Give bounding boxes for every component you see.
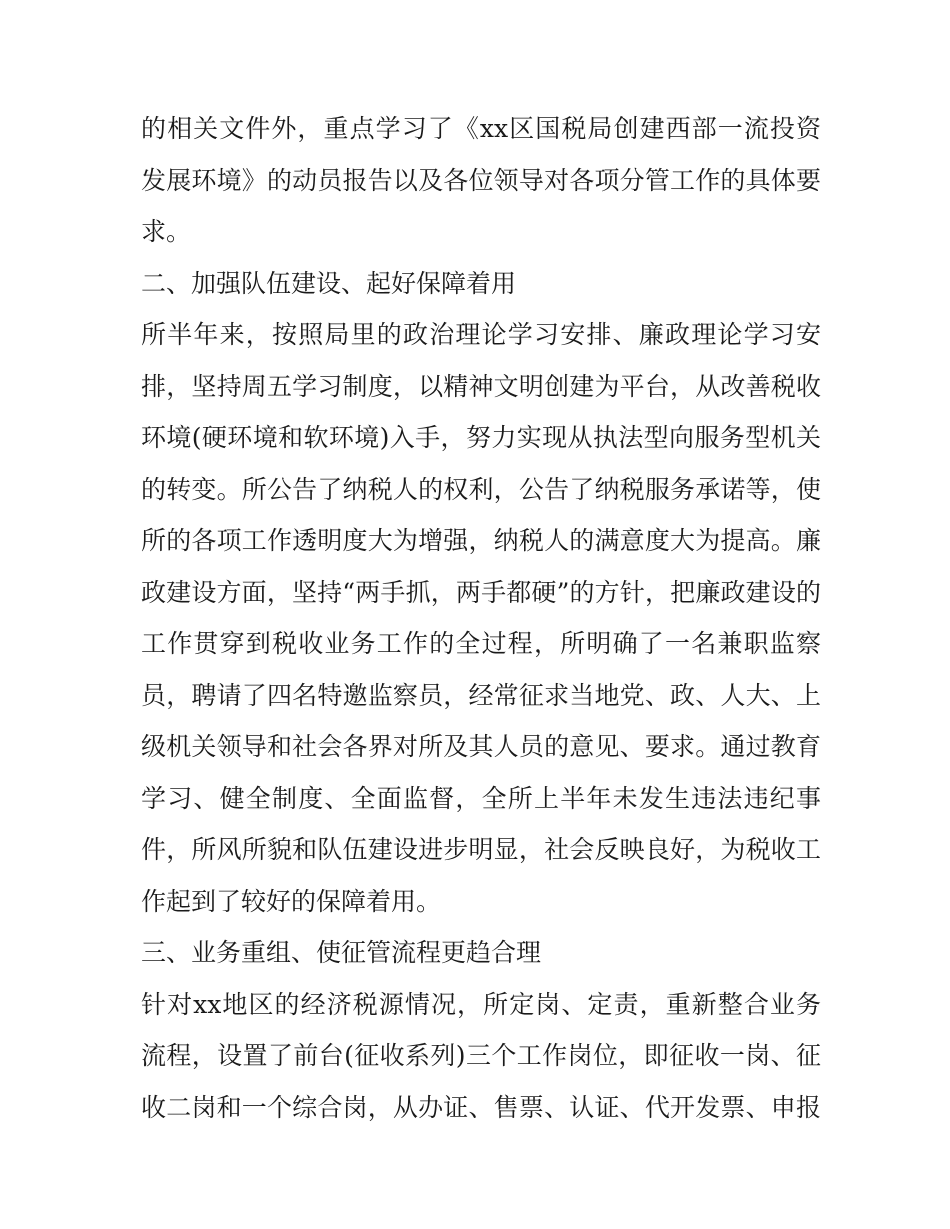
section-heading-2: 二、加强队伍建设、起好保障着用 [141,268,517,298]
text-line: 求。 [141,217,192,246]
section-heading-3: 三、业务重组、使征管流程更趋合理 [141,938,542,967]
text-line: 所的各项工作透明度大为增强，纳税人的满意度大为提高。廉 [141,526,821,555]
text-line: 环境(硬环境和软环境)入手，努力实现从执法型向服务型机关 [141,423,821,452]
text-line: 流程，设置了前台(征收系列)三个工作岗位，即征收一岗、征 [141,1041,821,1070]
document-body [141,103,821,1133]
text-line: 级机关领导和社会各界对所及其人员的意见、要求。通过教育 [141,732,821,761]
text-line: 员，聘请了四名特邀监察员，经常征求当地党、政、人大、上 [141,680,821,710]
text-line: 的相关文件外，重点学习了《xx区国税局创建西部一流投资 [141,114,821,143]
text-line: 件，所风所貌和队伍建设进步明显，社会反映良好，为税收工 [141,835,821,864]
text-line: 的转变。所公告了纳税人的权利，公告了纳税服务承诺等，使 [141,474,821,504]
text-line: 收二岗和一个综合岗，从办证、售票、认证、代开发票、申报 [141,1092,821,1122]
text-line: 针对xx地区的经济税源情况，所定岗、定责，重新整合业务 [141,989,821,1019]
text-line: 排，坚持周五学习制度，以精神文明创建为平台，从改善税收 [141,371,821,401]
text-line: 所半年来，按照局里的政治理论学习安排、廉政理论学习安 [141,320,821,349]
text-line: 作起到了较好的保障着用。 [141,886,442,916]
text-line: 学习、健全制度、全面监督，全所上半年未发生违法违纪事 [141,783,821,813]
text-line: 发展环境》的动员报告以及各位领导对各项分管工作的具体要 [141,165,821,195]
text-line: 工作贯穿到税收业务工作的全过程，所明确了一名兼职监察 [141,629,821,658]
text-line: 政建设方面，坚持“两手抓，两手都硬”的方针，把廉政建设的 [141,577,821,607]
